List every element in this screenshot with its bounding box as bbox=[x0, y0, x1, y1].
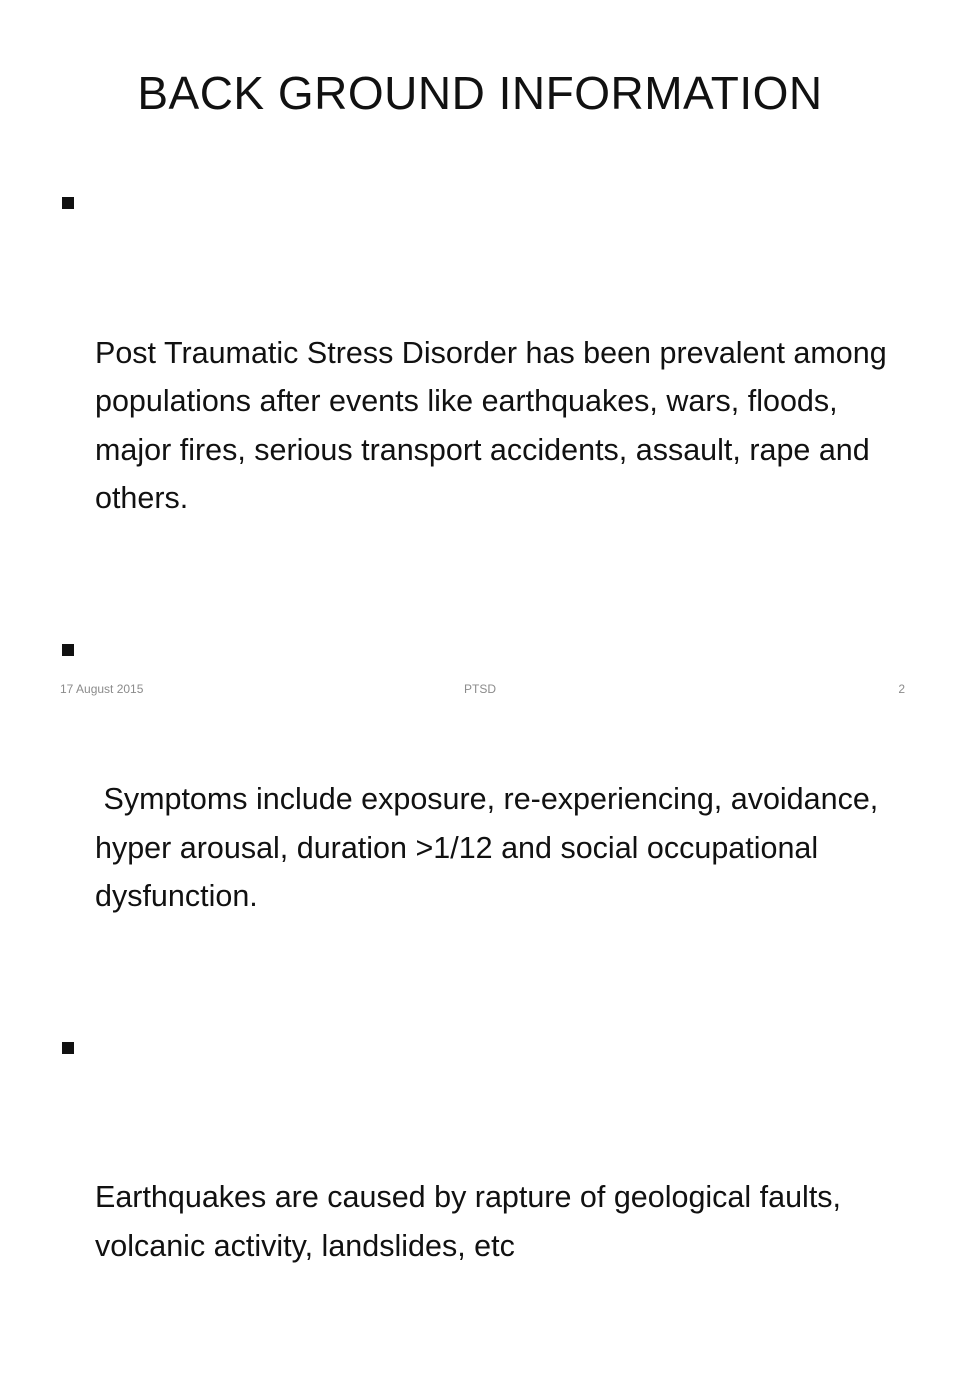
footer-date: 17 August 2015 bbox=[60, 682, 144, 696]
bullet-text: Earthquakes are caused by rapture of geological faults, volcanic activity, landslides, etc bbox=[95, 1180, 850, 1263]
bullet-text: Symptoms include exposure, re-experiencing, avoidance, hyper arousal, duration >1/12 and social occupational dysfunction. bbox=[95, 782, 887, 913]
footer-title: PTSD bbox=[463, 682, 496, 696]
bullet-item-ptsd-prevalence bbox=[60, 183, 900, 620]
square-bullet-icon bbox=[62, 1042, 74, 1054]
slide-number: 2 bbox=[898, 682, 905, 696]
bullet-item-earthquake-causes bbox=[60, 1028, 900, 1368]
bullet-list bbox=[60, 183, 900, 1377]
bullet-text: Post Traumatic Stress Disorder has been prevalent among populations after events like earthquakes, wars, floods, major fires, serious transport accidents, assault, rape and others. bbox=[95, 335, 896, 515]
square-bullet-icon bbox=[62, 644, 74, 656]
slide-title: BACK GROUND INFORMATION bbox=[137, 67, 823, 119]
square-bullet-icon bbox=[62, 197, 74, 209]
